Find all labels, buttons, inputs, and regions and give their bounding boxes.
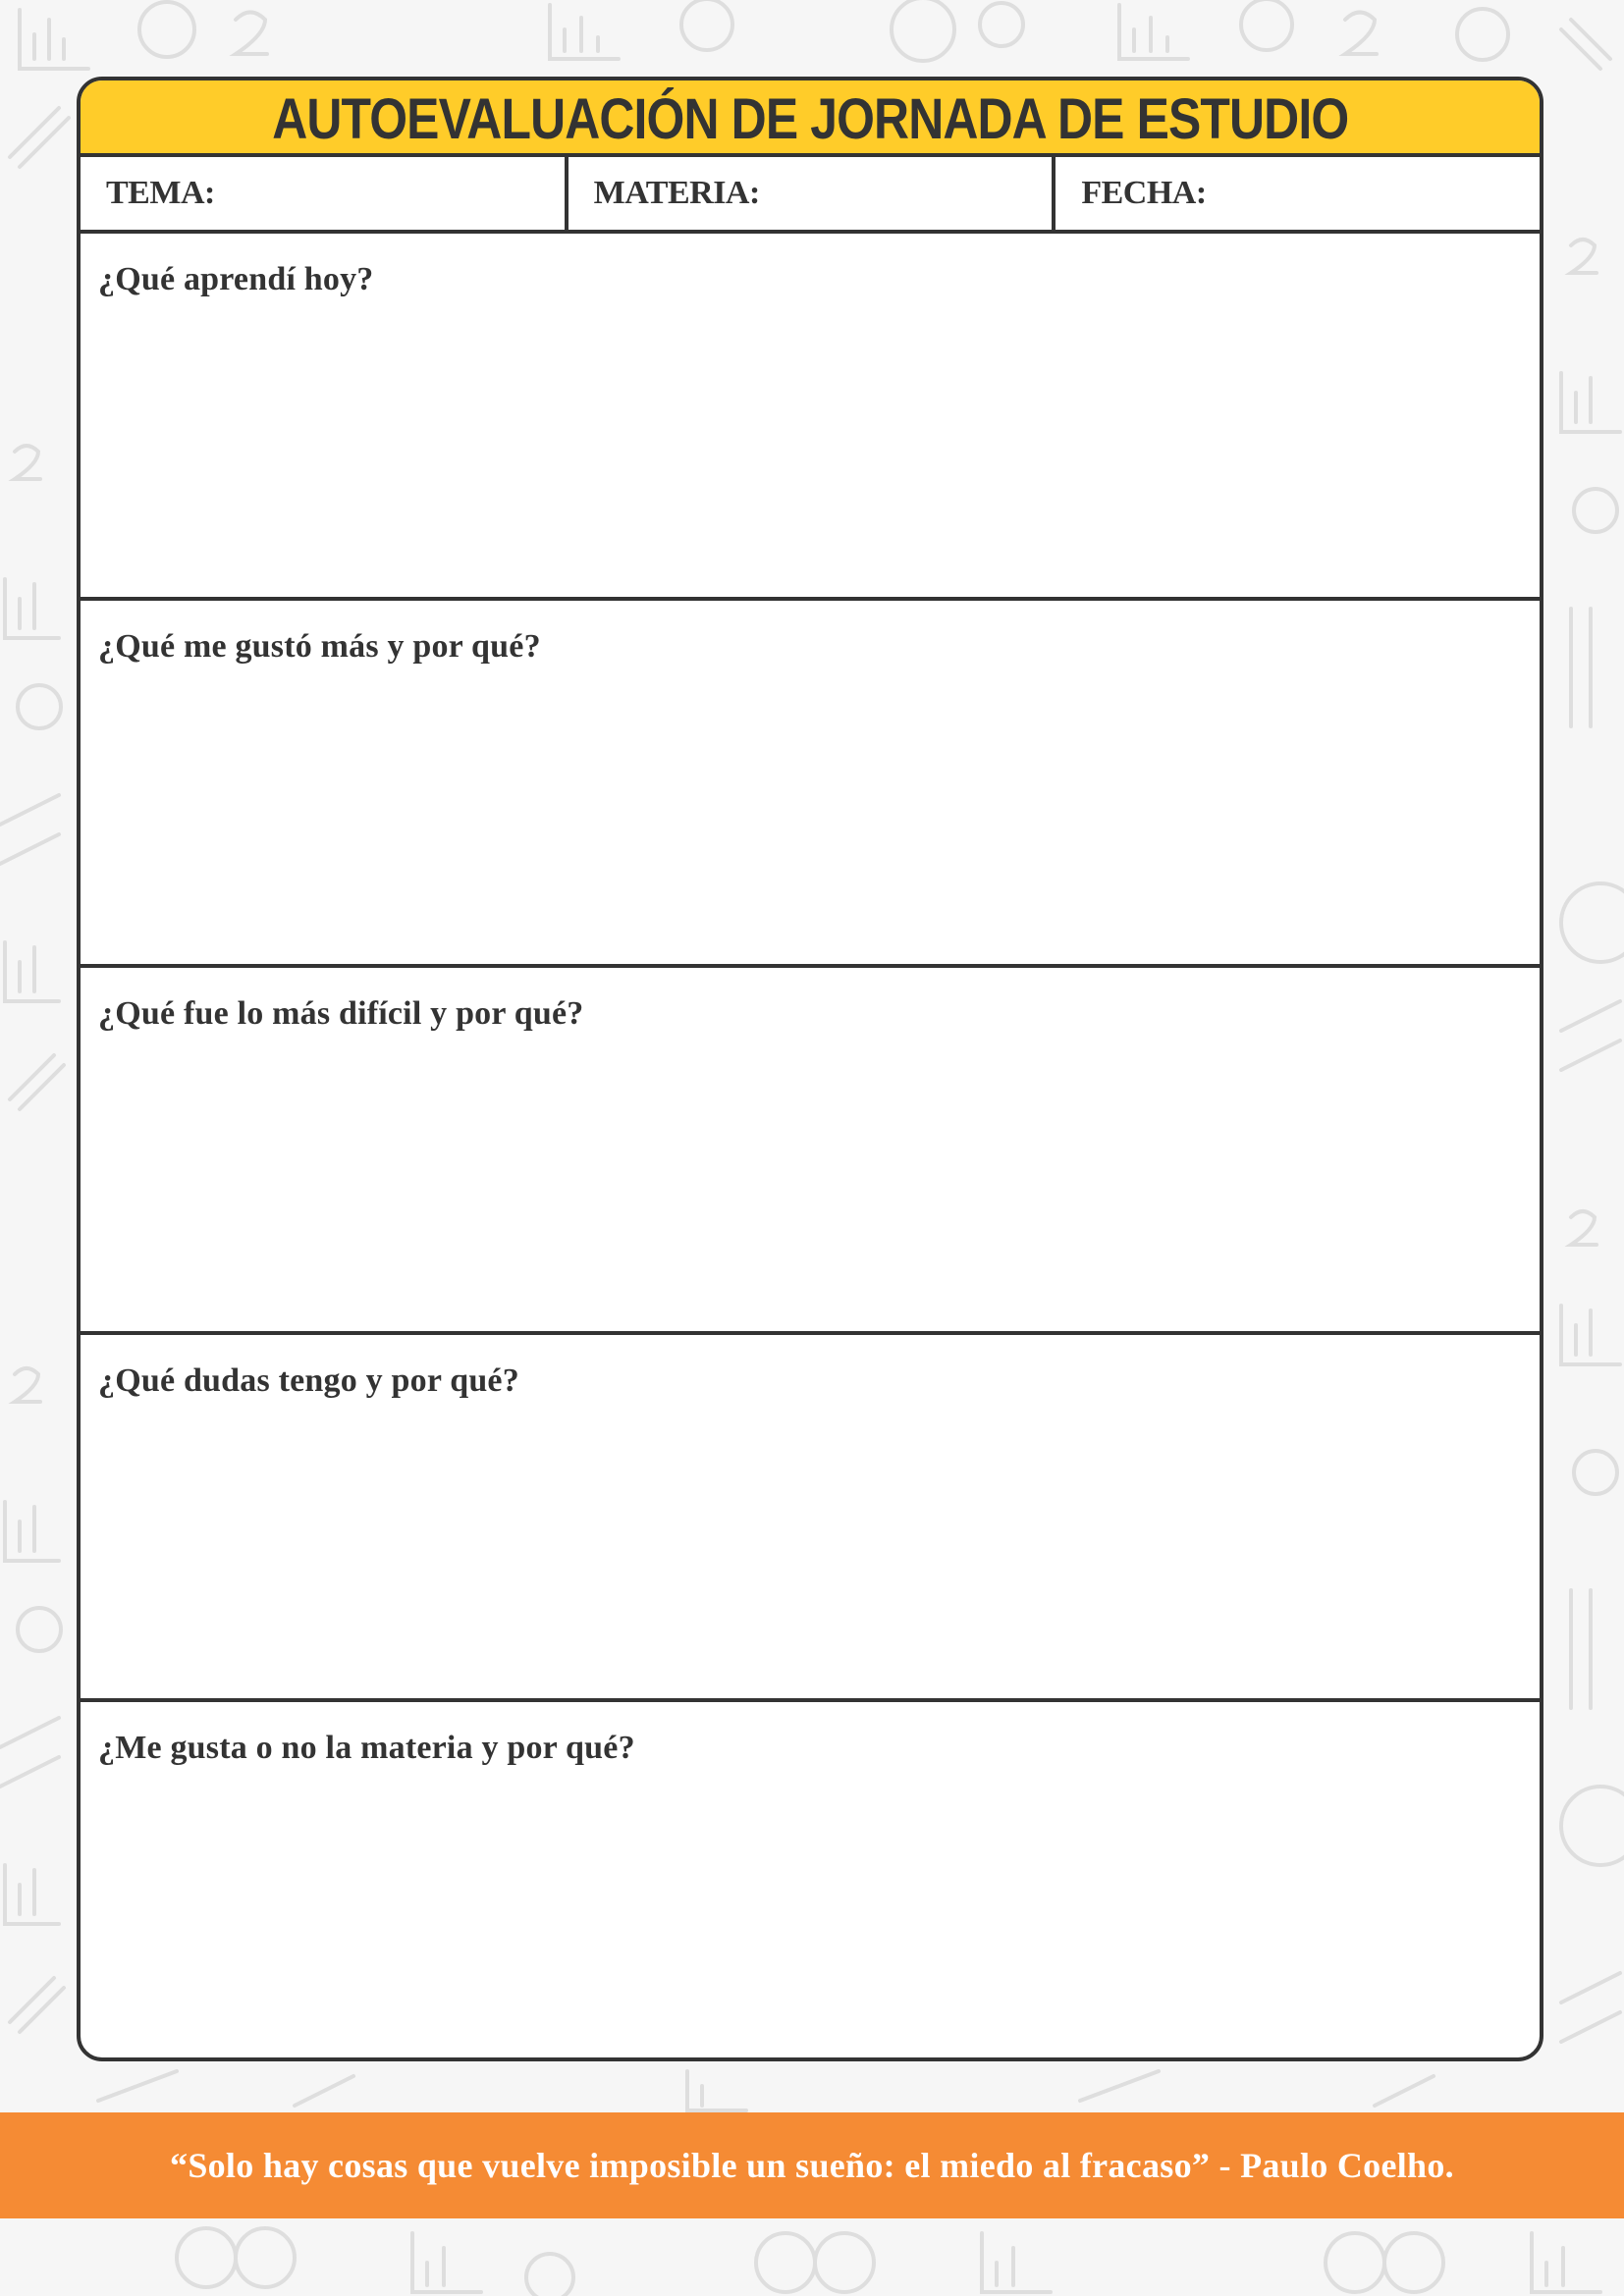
ruler-doodle-icon [0, 1718, 59, 1787]
question-label: ¿Qué me gustó más y por qué? [98, 628, 541, 665]
circle-doodle-icon [526, 2254, 573, 2296]
chart-doodle-icon [687, 2071, 746, 2110]
ruler-doodle-icon [0, 795, 59, 864]
answer-area[interactable] [98, 1767, 1502, 2052]
question-section [81, 601, 1540, 968]
field-fecha[interactable] [1056, 157, 1540, 230]
ruler-doodle-icon [1561, 1973, 1620, 2042]
pencil-doodle-icon [10, 1978, 64, 2032]
number-two-doodle-icon [1345, 13, 1377, 55]
circle-doodle-icon [980, 3, 1023, 46]
circle-doodle-icon [1384, 2233, 1443, 2292]
question-section [81, 1702, 1540, 2061]
chart-doodle-icon [412, 2233, 481, 2292]
question-label: ¿Qué dudas tengo y por qué? [98, 1362, 519, 1399]
circle-doodle-icon [815, 2233, 874, 2292]
pencil-doodle-icon [1571, 609, 1591, 726]
number-two-doodle-icon [15, 446, 40, 479]
question-section [81, 234, 1540, 601]
answer-area[interactable] [98, 1033, 1502, 1317]
chart-doodle-icon [5, 1865, 59, 1924]
circle-doodle-icon [892, 0, 954, 61]
field-tema[interactable] [81, 157, 568, 230]
number-two-doodle-icon [1571, 240, 1597, 273]
chart-doodle-icon [5, 1502, 59, 1561]
self-evaluation-form [77, 77, 1543, 2061]
quote-bar [0, 2112, 1624, 2218]
answer-area[interactable] [98, 1400, 1502, 1684]
question-section [81, 968, 1540, 1335]
number-two-doodle-icon [236, 13, 267, 55]
chart-doodle-icon [5, 579, 59, 638]
question-section [81, 1335, 1540, 1702]
question-label: ¿Qué fue lo más difícil y por qué? [98, 995, 584, 1032]
ruler-doodle-icon [1080, 2071, 1434, 2106]
ruler-doodle-icon [98, 2071, 353, 2106]
number-two-doodle-icon [15, 1368, 40, 1402]
circle-doodle-icon [1574, 1451, 1617, 1494]
field-label: MATERIA: [593, 175, 760, 211]
field-label: TEMA: [106, 175, 215, 211]
pencil-doodle-icon [10, 108, 69, 167]
field-materia[interactable] [568, 157, 1056, 230]
circle-doodle-icon [1241, 0, 1292, 50]
chart-doodle-icon [1561, 373, 1620, 432]
number-two-doodle-icon [1571, 1211, 1597, 1245]
circle-doodle-icon [236, 2228, 295, 2287]
magnifier-doodle-icon [1561, 883, 1624, 962]
field-label: FECHA: [1081, 175, 1207, 211]
ruler-doodle-icon [1561, 1001, 1620, 1070]
circle-doodle-icon [1574, 489, 1617, 532]
question-label: ¿Me gusta o no la materia y por qué? [98, 1730, 635, 1766]
circle-doodle-icon [139, 2, 194, 57]
pencil-doodle-icon [1571, 1590, 1591, 1708]
circle-doodle-icon [756, 2233, 815, 2292]
circle-doodle-icon [681, 0, 732, 50]
circle-doodle-icon [1326, 2233, 1384, 2292]
circle-doodle-icon [18, 1608, 61, 1651]
chart-doodle-icon [1119, 5, 1188, 59]
chart-doodle-icon [20, 10, 88, 69]
chart-doodle-icon [550, 5, 619, 59]
circle-doodle-icon [18, 685, 61, 728]
pencil-doodle-icon [1561, 20, 1610, 69]
chart-doodle-icon [5, 942, 59, 1001]
chart-doodle-icon [1561, 1306, 1620, 1364]
circle-doodle-icon [1457, 9, 1508, 60]
answer-area[interactable] [98, 298, 1502, 583]
pencil-doodle-icon [10, 1055, 64, 1109]
circle-doodle-icon [177, 2228, 236, 2287]
chart-doodle-icon [982, 2233, 1051, 2292]
title-bar [81, 80, 1540, 157]
question-label: ¿Qué aprendí hoy? [98, 261, 374, 297]
answer-area[interactable] [98, 666, 1502, 950]
magnifier-doodle-icon [1561, 1787, 1624, 1865]
motivational-quote: “Solo hay cosas que vuelve imposible un sueño: el miedo al fracaso” - Paulo Coelho. [170, 2146, 1454, 2185]
info-row [81, 157, 1540, 234]
chart-doodle-icon [1532, 2233, 1600, 2292]
form-title: AUTOEVALUACIÓN DE JORNADA DE ESTUDIO [271, 87, 1349, 151]
